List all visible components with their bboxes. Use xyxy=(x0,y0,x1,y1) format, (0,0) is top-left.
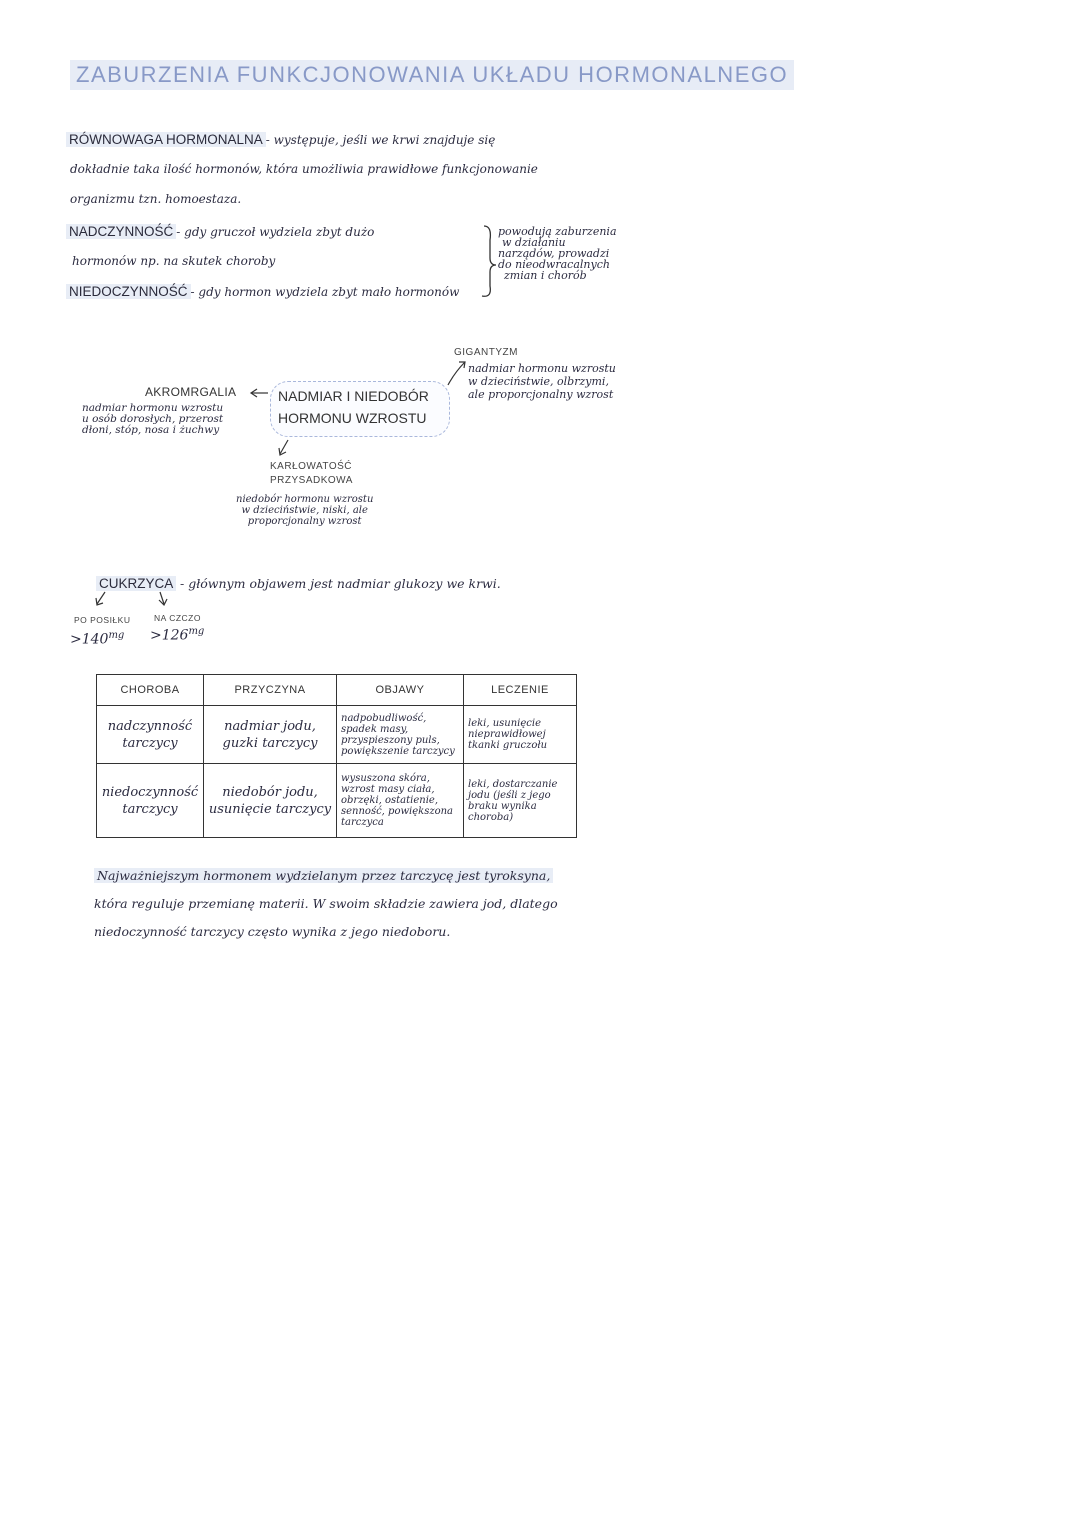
arrow-after-meal-icon xyxy=(97,592,105,604)
gigantism-desc-line: ale proporcjonalny wzrost xyxy=(468,388,614,401)
acromegaly-desc-line: nadmiar hormonu wzrostu xyxy=(82,402,224,414)
dwarfism-label-line2: PRZYSADKOWA xyxy=(270,475,353,486)
cell-symptoms: nadpobudliwość, spadek masy, przyspieszony puls, powiększenie tarczycy xyxy=(337,706,464,764)
brace-note-line: narządów, prowadzi xyxy=(498,247,610,260)
arrow-to-dwarfism-icon xyxy=(280,440,288,454)
growth-center-label: NADMIAR I NIEDOBÓR HORMONU WZROSTU xyxy=(278,388,429,426)
arrow-to-gigantism-icon xyxy=(448,362,465,385)
cell-symptoms: wysuszona skóra, wzrost masy ciała, obrzęki, ostatienie, senność, powiększona tarczyca xyxy=(337,764,464,838)
acromegaly-desc xyxy=(82,403,223,436)
dwarfism-desc-line: proporcjonalny wzrost xyxy=(247,516,362,527)
brace-note-line: zmian i chorób xyxy=(504,269,587,282)
after-meal-unit: mg xyxy=(108,630,125,641)
balance-term: RÓWNOWAGA HORMONALNA xyxy=(66,132,266,147)
cell-disease: niedoczynność tarczycy xyxy=(97,764,204,838)
cell-treatment: leki, dostarczanie jodu (jeśli z jego braku wynika choroba) xyxy=(464,764,577,838)
diabetes-row xyxy=(96,576,501,591)
dwarfism-label-line1: KARŁOWATOŚĆ xyxy=(270,461,352,472)
page-title: ZABURZENIA FUNKCJONOWANIA UKŁADU HORMONALNEGO xyxy=(70,60,794,90)
acromegaly-label: AKROMRGALIA xyxy=(145,385,237,399)
hyper-line2: hormonów np. na skutek choroby xyxy=(72,254,276,268)
acromegaly-desc-line: u osób dorosłych, przerost xyxy=(82,413,224,425)
acromegaly-desc-line: dłoni, stóp, nosa i żuchwy xyxy=(82,424,220,436)
fasting-label: NA CZCZO xyxy=(154,613,201,623)
cell-cause: nadmiar jodu, guzki tarczycy xyxy=(204,706,337,764)
arrow-after-meal-head-icon xyxy=(96,598,103,605)
brace-note-line: powodują zaburzenia xyxy=(498,225,617,238)
fasting-value-group xyxy=(150,626,204,644)
diabetes-desc: - głównym objawem jest nadmiar glukozy we krwi. xyxy=(180,576,501,591)
balance-line3: organizmu tzn. homoestaza. xyxy=(70,192,242,206)
after-meal-value-group xyxy=(70,630,124,648)
paragraph-line xyxy=(94,868,553,883)
paragraph-line: która reguluje przemianę materii. W swoim składzie zawiera jod, dlatego xyxy=(94,896,558,911)
diabetes-term: CUKRZYCA xyxy=(96,576,176,591)
fasting-value: >126 xyxy=(150,627,189,644)
cell-cause: niedobór jodu, usunięcie tarczycy xyxy=(204,764,337,838)
brace-note-line: do nieodwracalnych xyxy=(498,258,610,271)
dwarfism-desc xyxy=(236,494,373,527)
table-row xyxy=(97,706,577,764)
gigantism-desc-line: w dzieciństwie, olbrzymi, xyxy=(468,375,609,388)
brace-note-line: w działaniu xyxy=(502,236,566,249)
hyper-line1: - gdy gruczoł wydziela zbyt dużo xyxy=(176,225,375,239)
balance-line2: dokładnie taka ilość hormonów, która umożliwia prawidłowe funkcjonowanie xyxy=(70,162,538,176)
fasting-unit: mg xyxy=(188,626,205,637)
balance-line1: - występuje, jeśli we krwi znajduje się xyxy=(265,133,496,147)
brace-icon xyxy=(482,226,496,296)
hyper-term: NADCZYNNOŚĆ xyxy=(66,224,176,239)
after-meal-label: PO POSIŁKU xyxy=(74,615,131,625)
dwarfism-desc-line: niedobór hormonu wzrostu xyxy=(236,494,374,505)
cell-treatment: leki, usunięcie nieprawidłowej tkanki gruczołu xyxy=(464,706,577,764)
paragraph-line: niedoczynność tarczycy często wynika z jego niedoboru. xyxy=(94,924,451,939)
header-treatment: LECZENIE xyxy=(464,675,577,706)
dwarfism-desc-line: w dzieciństwie, niski, ale xyxy=(241,505,368,516)
paragraph-highlight: Najważniejszym hormonem wydzielanym przez tarczycę jest tyroksyna, xyxy=(94,868,553,883)
header-disease: CHOROBA xyxy=(97,675,204,706)
hypo-line1: - gdy hormon wydziela zbyt mało hormonów xyxy=(190,285,460,299)
thyroid-table xyxy=(96,674,577,838)
gigantism-desc xyxy=(468,362,616,401)
dwarfism-label xyxy=(270,460,353,488)
table-row xyxy=(97,764,577,838)
header-symptoms: OBJAWY xyxy=(337,675,464,706)
gigantism-label: GIGANTYZM xyxy=(454,347,518,358)
after-meal-value: >140 xyxy=(70,631,109,648)
hypo-term: NIEDOCZYNNOŚĆ xyxy=(66,284,191,299)
gigantism-desc-line: nadmiar hormonu wzrostu xyxy=(468,362,616,375)
table-header-row xyxy=(97,675,577,706)
header-cause: PRZYCZYNA xyxy=(204,675,337,706)
cell-disease: nadczynność tarczycy xyxy=(97,706,204,764)
